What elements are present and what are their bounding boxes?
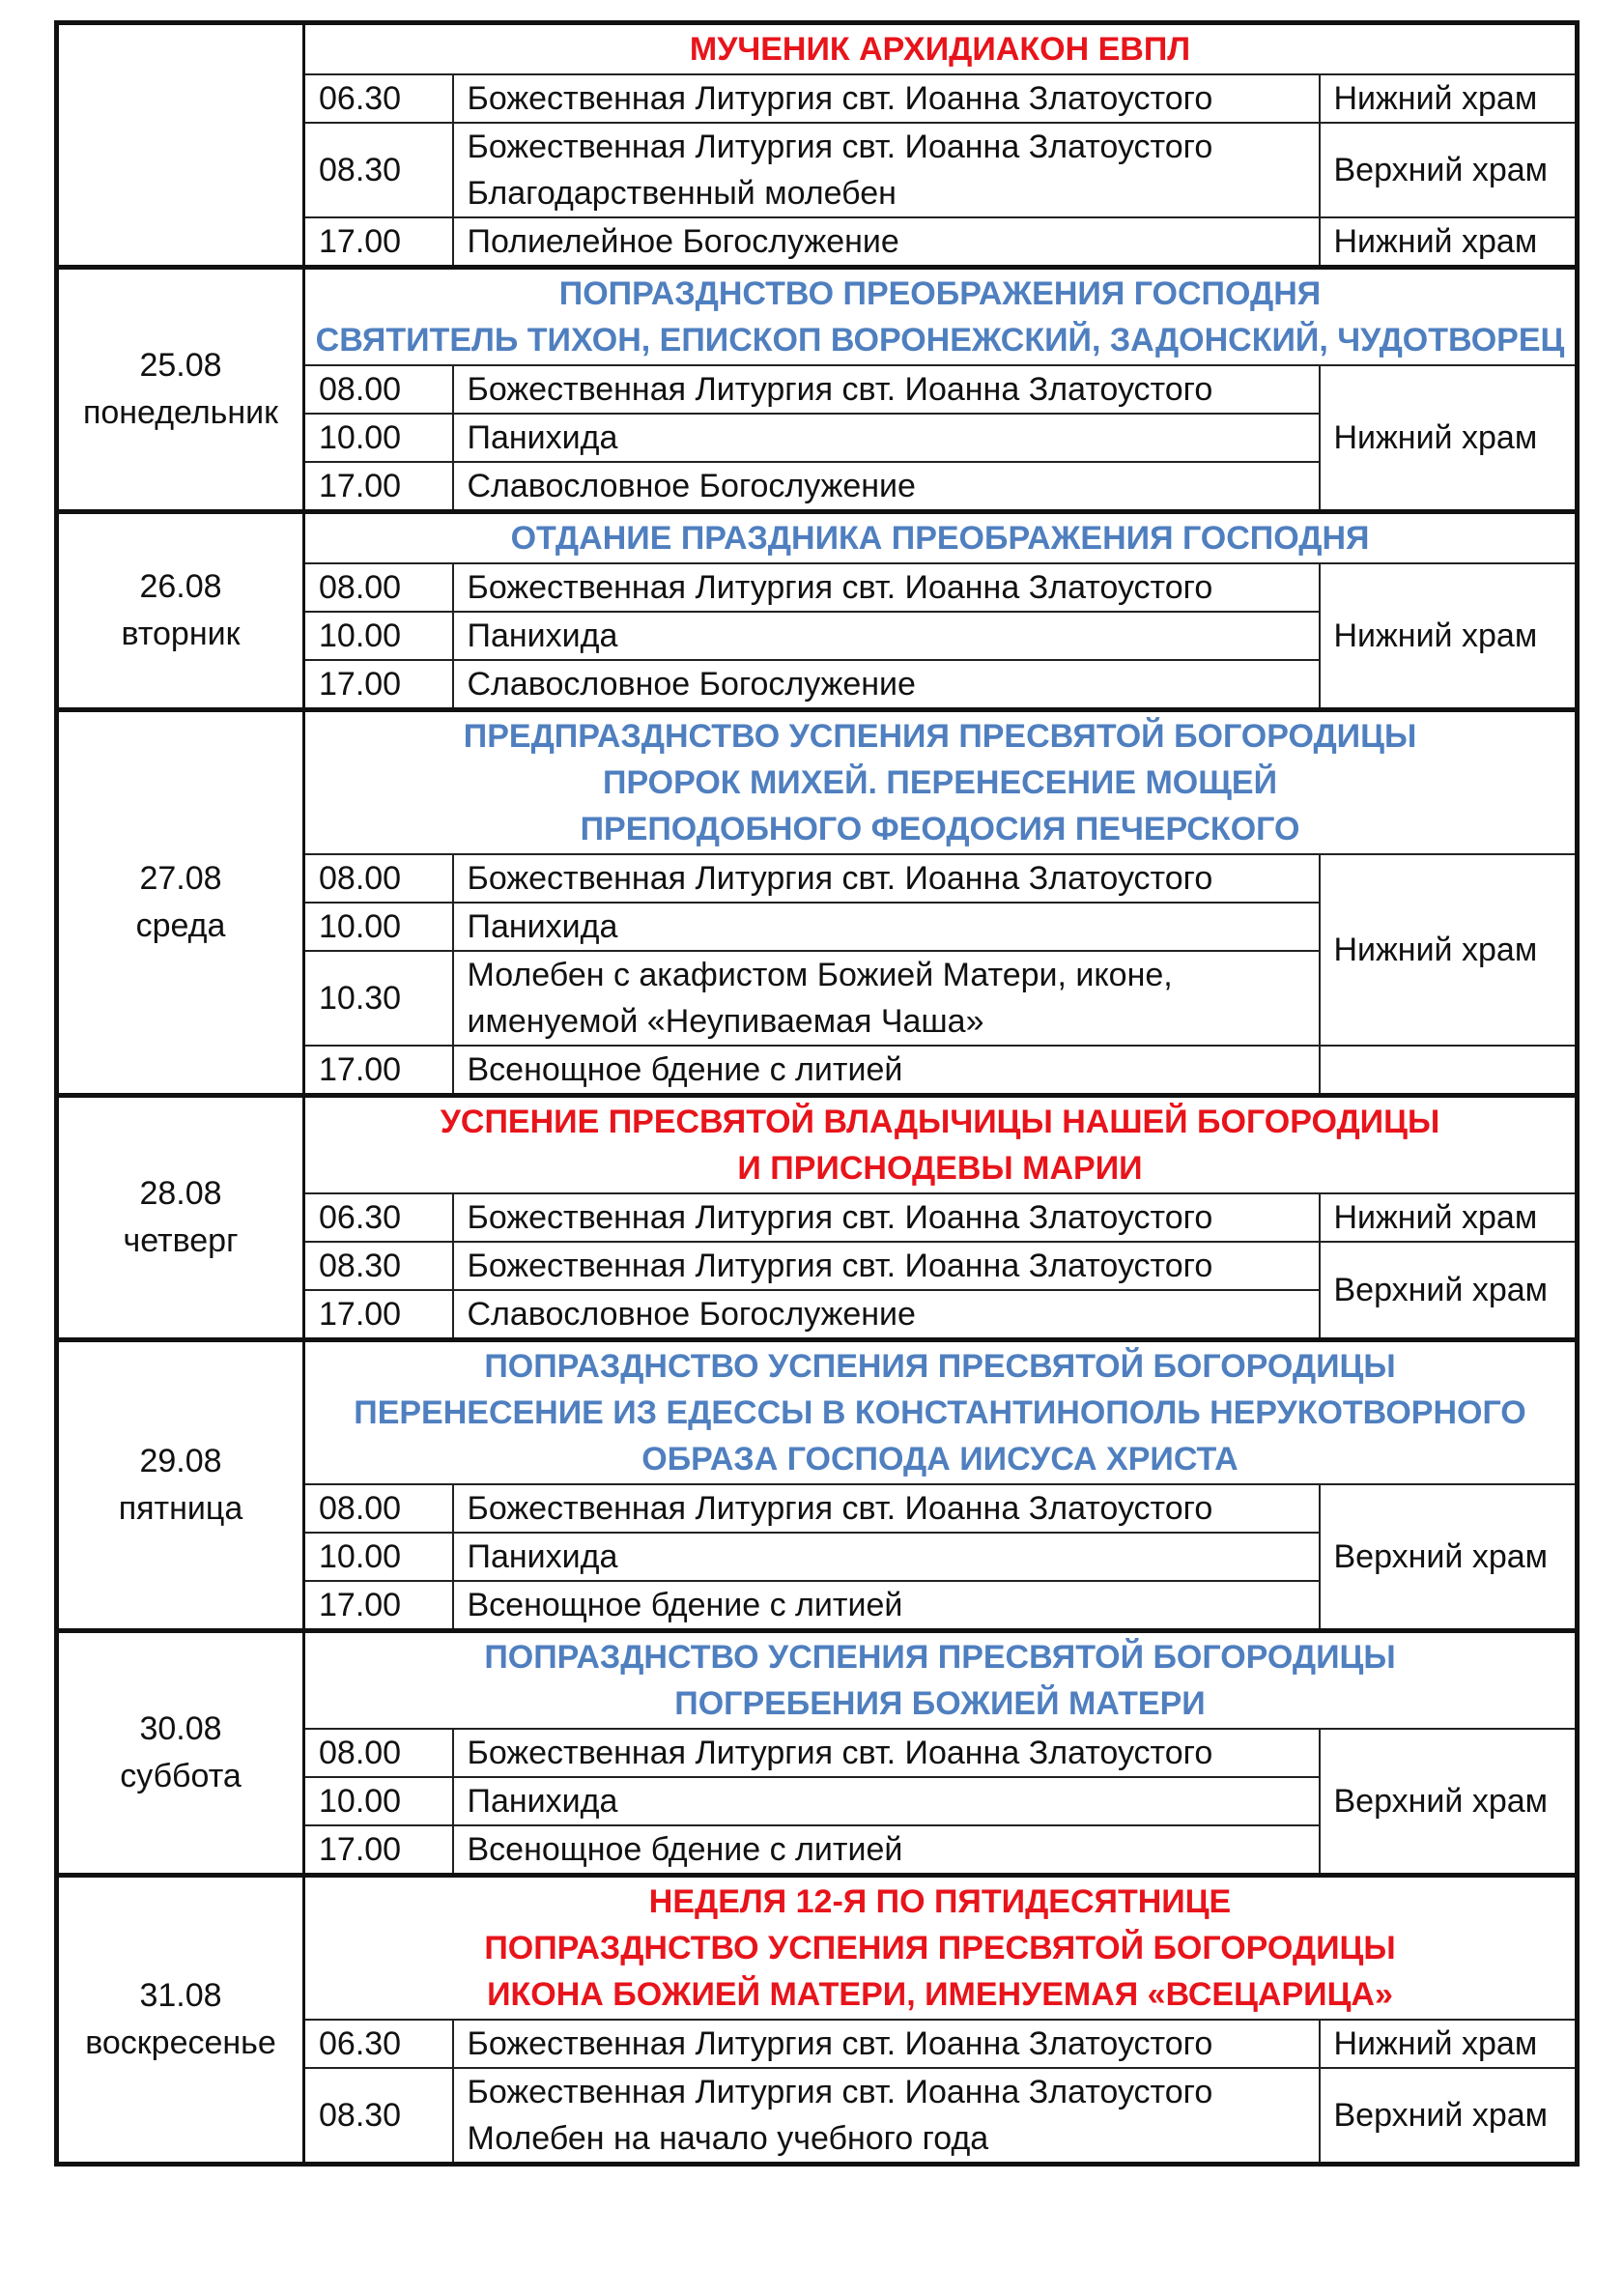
service-location [1320,1046,1578,1096]
feast-heading [304,1340,1578,1485]
feast-heading-line: ПОПРАЗДНСТВО УСПЕНИЯ ПРЕСВЯТОЙ БОГОРОДИЦЫ [484,1639,1396,1676]
service-time: 08.30 [304,123,453,217]
service-line: Панихида [467,617,618,654]
day-date-cell [57,268,304,512]
feast-heading-line: ПРЕПОДОБНОГО ФЕОДОСИЯ ПЕЧЕРСКОГО [580,811,1300,847]
service-name [453,1533,1320,1581]
service-name [453,660,1320,710]
service-line: Божественная Литургия свт. Иоанна Златоустого [467,2074,1213,2110]
service-time: 06.30 [304,74,453,123]
day-heading-row [57,512,1578,564]
service-line: Панихида [467,1783,618,1820]
day-date: 27.08 [139,860,222,897]
service-time: 08.00 [304,1484,453,1533]
day-date-cell [57,1340,304,1631]
day-date-cell [57,512,304,710]
service-time: 17.00 [304,462,453,512]
service-location: Верхний храм [1320,1242,1578,1340]
feast-heading-line: ПОПРАЗДНСТВО УСПЕНИЯ ПРЕСВЯТОЙ БОГОРОДИЦЫ [484,1348,1396,1385]
service-time: 08.30 [304,2068,453,2165]
day-weekday: пятница [118,1490,243,1527]
service-time: 08.00 [304,1729,453,1777]
service-line: Божественная Литургия свт. Иоанна Златоустого [467,1490,1213,1527]
service-name [453,1484,1320,1533]
day-date: 28.08 [139,1175,222,1212]
service-line: Славословное Богослужение [467,666,916,703]
service-line: Божественная Литургия свт. Иоанна Златоустого [467,569,1213,606]
day-weekday: вторник [121,616,241,652]
service-location: Верхний храм [1320,2068,1578,2165]
feast-heading-line: И ПРИСНОДЕВЫ МАРИИ [737,1150,1143,1187]
feast-heading-line: ПЕРЕНЕСЕНИЕ ИЗ ЕДЕССЫ В КОНСТАНТИНОПОЛЬ НЕРУКОТВОРНОГО [354,1394,1526,1431]
service-time: 10.00 [304,903,453,951]
service-time: 17.00 [304,1825,453,1876]
day-date-cell [57,23,304,268]
service-location: Нижний храм [1320,854,1578,1046]
service-name [453,462,1320,512]
service-name [453,1825,1320,1876]
service-line: Божественная Литургия свт. Иоанна Златоустого [467,1248,1213,1284]
day-date: 26.08 [139,568,222,605]
service-name [453,414,1320,462]
feast-heading-line: ПОПРАЗДНСТВО УСПЕНИЯ ПРЕСВЯТОЙ БОГОРОДИЦЫ [484,1930,1396,1966]
day-weekday: среда [135,907,226,944]
service-line: Молебен с акафистом Божией Матери, иконе, [467,957,1173,993]
service-time: 08.00 [304,563,453,612]
service-time: 06.30 [304,1193,453,1242]
day-weekday: суббота [120,1758,242,1794]
day-date: 29.08 [139,1443,222,1479]
service-line: Божественная Литургия свт. Иоанна Златоустого [467,129,1213,165]
feast-heading-line: ОБРАЗА ГОСПОДА ИИСУСА ХРИСТА [641,1441,1239,1478]
day-date-cell [57,1096,304,1340]
service-time: 10.00 [304,1777,453,1825]
service-name [453,1777,1320,1825]
feast-heading-line: ПРЕДПРАЗДНСТВО УСПЕНИЯ ПРЕСВЯТОЙ БОГОРОДИЦЫ [463,718,1417,755]
service-name [453,854,1320,903]
service-line: Молебен на начало учебного года [467,2120,989,2157]
service-time: 08.00 [304,854,453,903]
day-weekday: понедельник [82,394,279,431]
day-date: 30.08 [139,1710,222,1747]
service-time: 08.00 [304,365,453,414]
day-date-cell [57,1631,304,1876]
service-line: Благодарственный молебен [467,175,897,212]
service-line: Славословное Богослужение [467,468,916,504]
service-name [453,365,1320,414]
service-line: Панихида [467,419,618,456]
service-location: Верхний храм [1320,1729,1578,1876]
service-name [453,1290,1320,1340]
day-weekday: воскресенье [85,2024,276,2061]
feast-heading-line: МУЧЕНИК АРХИДИАКОН ЕВПЛ [689,31,1191,68]
schedule-body [57,23,1578,2165]
service-name [453,123,1320,217]
feast-heading-line: ПРОРОК МИХЕЙ. ПЕРЕНЕСЕНИЕ МОЩЕЙ [603,764,1278,801]
service-name [453,903,1320,951]
day-heading-row [57,1631,1578,1730]
service-name [453,951,1320,1046]
service-line: именуемой «Неупиваемая Чаша» [467,1003,984,1040]
day-heading-row [57,1876,1578,2021]
service-time: 17.00 [304,660,453,710]
feast-heading-line: ИКОНА БОЖИЕЙ МАТЕРИ, ИМЕНУЕМАЯ «ВСЕЦАРИЦА» [487,1976,1393,2013]
service-name [453,1242,1320,1290]
day-heading-row [57,268,1578,366]
day-date-cell [57,1876,304,2165]
feast-heading [304,1096,1578,1194]
service-name [453,1729,1320,1777]
service-name [453,1581,1320,1631]
service-name [453,2068,1320,2165]
service-line: Панихида [467,908,618,945]
service-line: Полиелейное Богослужение [467,223,899,260]
service-name [453,74,1320,123]
service-line: Всенощное бдение с литией [467,1051,903,1088]
feast-heading [304,23,1578,75]
service-location: Нижний храм [1320,74,1578,123]
day-weekday: четверг [123,1222,239,1259]
service-line: Панихида [467,1538,618,1575]
day-heading-row [57,710,1578,855]
service-line: Божественная Литургия свт. Иоанна Златоустого [467,860,1213,897]
service-time: 08.30 [304,1242,453,1290]
service-name [453,217,1320,268]
service-name [453,1193,1320,1242]
day-heading-row [57,23,1578,75]
service-time: 10.30 [304,951,453,1046]
service-location: Нижний храм [1320,2020,1578,2068]
feast-heading-line: ОТДАНИЕ ПРАЗДНИКА ПРЕОБРАЖЕНИЯ ГОСПОДНЯ [510,520,1370,557]
service-name [453,563,1320,612]
feast-heading [304,512,1578,564]
feast-heading [304,1631,1578,1730]
schedule-table [54,20,1580,2167]
service-time: 17.00 [304,1581,453,1631]
service-time: 17.00 [304,1290,453,1340]
service-name [453,612,1320,660]
feast-heading-line: СВЯТИТЕЛЬ ТИХОН, ЕПИСКОП ВОРОНЕЖСКИЙ, ЗАДОНСКИЙ, ЧУДОТВОРЕЦ [315,322,1565,359]
service-line: Божественная Литургия свт. Иоанна Златоустого [467,80,1213,117]
service-location: Нижний храм [1320,217,1578,268]
service-location: Нижний храм [1320,365,1578,512]
feast-heading [304,710,1578,855]
service-location: Верхний храм [1320,123,1578,217]
feast-heading-line: НЕДЕЛЯ 12-Я ПО ПЯТИДЕСЯТНИЦЕ [648,1883,1232,1920]
service-time: 06.30 [304,2020,453,2068]
service-time: 17.00 [304,1046,453,1096]
feast-heading-line: УСПЕНИЕ ПРЕСВЯТОЙ ВЛАДЫЧИЦЫ НАШЕЙ БОГОРОДИЦЫ [440,1104,1440,1140]
service-line: Всенощное бдение с литией [467,1587,903,1623]
service-line: Славословное Богослужение [467,1296,916,1333]
service-location: Нижний храм [1320,1193,1578,1242]
feast-heading [304,268,1578,366]
service-name [453,1046,1320,1096]
day-date: 31.08 [139,1977,222,2014]
day-heading-row [57,1340,1578,1485]
service-time: 17.00 [304,217,453,268]
feast-heading-line: ПОГРЕБЕНИЯ БОЖИЕЙ МАТЕРИ [674,1685,1206,1722]
service-time: 10.00 [304,414,453,462]
service-location: Верхний храм [1320,1484,1578,1631]
service-line: Божественная Литургия свт. Иоанна Златоустого [467,371,1213,408]
service-location: Нижний храм [1320,563,1578,710]
feast-heading [304,1876,1578,2021]
service-time: 10.00 [304,1533,453,1581]
day-heading-row [57,1096,1578,1194]
service-line: Божественная Литургия свт. Иоанна Златоустого [467,1199,1213,1236]
service-line: Божественная Литургия свт. Иоанна Златоустого [467,1735,1213,1771]
service-line: Божественная Литургия свт. Иоанна Златоустого [467,2025,1213,2062]
feast-heading-line: ПОПРАЗДНСТВО ПРЕОБРАЖЕНИЯ ГОСПОДНЯ [558,275,1322,312]
day-date: 25.08 [139,347,222,384]
service-time: 10.00 [304,612,453,660]
service-line: Всенощное бдение с литией [467,1831,903,1868]
service-name [453,2020,1320,2068]
day-date-cell [57,710,304,1096]
